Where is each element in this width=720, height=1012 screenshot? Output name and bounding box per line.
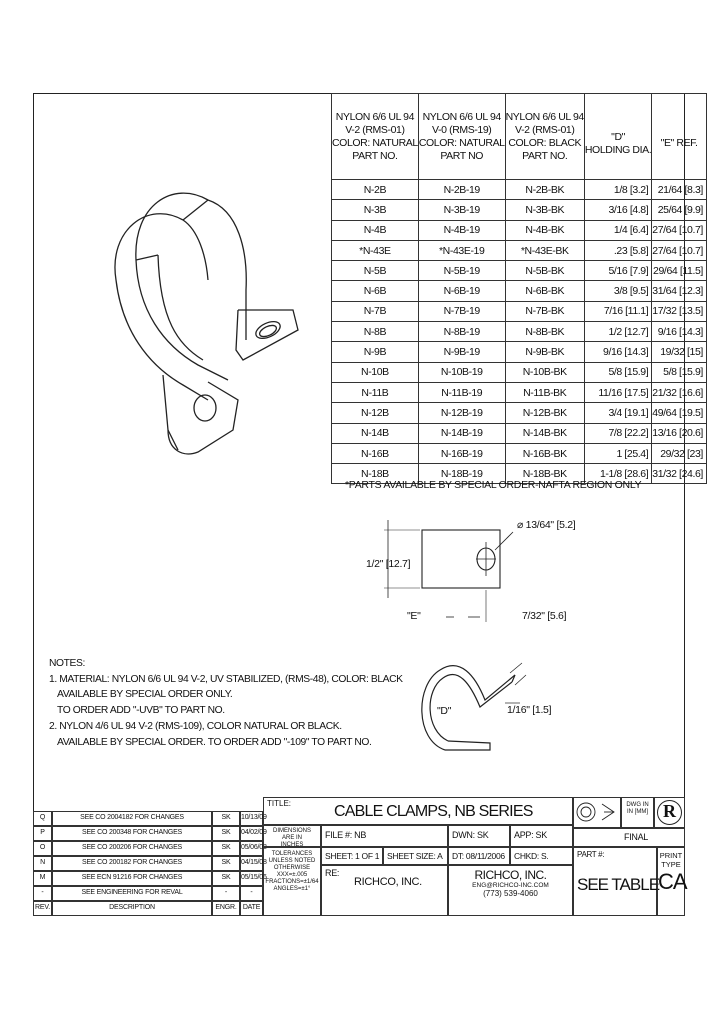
part-number-label: PART #: bbox=[577, 850, 605, 859]
header-line: V-0 (RMS-19) bbox=[432, 123, 492, 136]
table-cell: 31/32 [24.6] bbox=[652, 464, 707, 484]
table-cell: .23 [5.8] bbox=[584, 240, 651, 260]
header-natural-part-no bbox=[332, 94, 419, 180]
title-cell bbox=[263, 797, 573, 825]
clamp-isometric-drawing bbox=[88, 160, 318, 470]
header-line: PART NO. bbox=[352, 149, 398, 162]
table-cell: 3/8 [9.5] bbox=[584, 281, 651, 301]
table-cell: 9/16 [14.3] bbox=[584, 342, 651, 362]
table-cell: N-6B-BK bbox=[505, 281, 584, 301]
sheet-size: SHEET SIZE: A bbox=[383, 847, 448, 865]
table-cell: 27/64 [10.7] bbox=[652, 240, 707, 260]
table-cell: N-8B-19 bbox=[418, 322, 505, 342]
revision-cell: - bbox=[33, 886, 52, 901]
table-cell: N-12B-19 bbox=[418, 403, 505, 423]
note-line: 2. NYLON 4/6 UL 94 V-2 (RMS-109), COLOR NATURAL OR BLACK. bbox=[49, 721, 342, 732]
table-row bbox=[332, 180, 707, 200]
table-cell: 21/64 [8.3] bbox=[652, 180, 707, 200]
revision-cell: 05/06/08 bbox=[240, 841, 263, 856]
hole-dimension bbox=[517, 519, 575, 531]
table-cell: 27/64 [10.7] bbox=[652, 220, 707, 240]
header-line: PART NO bbox=[440, 149, 484, 162]
company-phone: (773) 539-4060 bbox=[483, 889, 538, 898]
table-cell: N-16B bbox=[332, 443, 419, 463]
table-cell: N-7B bbox=[332, 301, 419, 321]
table-cell: N-16B-19 bbox=[418, 443, 505, 463]
header-line: COLOR: BLACK bbox=[508, 136, 582, 149]
tolerance-line: TOLERANCES bbox=[271, 851, 313, 857]
table-cell: N-4B-BK bbox=[505, 220, 584, 240]
revision-header-cell: REV. bbox=[33, 901, 52, 916]
tolerance-line: OTHERWISE bbox=[273, 865, 311, 871]
company-cell bbox=[448, 865, 573, 916]
parts-table-header bbox=[332, 94, 707, 180]
revision-header-cell: DATE bbox=[240, 901, 263, 916]
table-cell: *N-43E-BK bbox=[505, 240, 584, 260]
drawing-date: DT: 08/11/2006 bbox=[448, 847, 510, 865]
table-cell: 1/4 [6.4] bbox=[584, 220, 651, 240]
drawing-title: CABLE CLAMPS, NB SERIES bbox=[334, 803, 533, 820]
print-type-label: TYPE bbox=[661, 860, 681, 869]
dimensions-note-cell bbox=[263, 825, 321, 847]
height-dimension: 1/2" [12.7] bbox=[366, 558, 411, 570]
revision-cell: SEE ENGINEERING FOR REVAL bbox=[52, 886, 212, 901]
sheet-number: SHEET: 1 OF 1 bbox=[321, 847, 383, 865]
thickness-dimension: 1/16" [1.5] bbox=[507, 704, 552, 716]
table-cell: N-11B bbox=[332, 382, 419, 402]
approved-by: APP: SK bbox=[510, 825, 573, 847]
table-cell: N-7B-19 bbox=[418, 301, 505, 321]
header-line: V-2 (RMS-01) bbox=[345, 123, 405, 136]
revision-cell: 04/02/09 bbox=[240, 826, 263, 841]
table-cell: 5/8 [15.9] bbox=[652, 362, 707, 382]
revision-cell: SEE CO 200206 FOR CHANGES bbox=[52, 841, 212, 856]
standards-marks bbox=[573, 797, 621, 828]
certification-icon bbox=[574, 798, 620, 827]
table-row bbox=[332, 261, 707, 281]
title-label: TITLE: bbox=[267, 799, 292, 808]
table-row bbox=[332, 281, 707, 301]
revision-block bbox=[33, 811, 267, 916]
table-cell: 29/32 [23] bbox=[652, 443, 707, 463]
header-holding-dia bbox=[584, 94, 651, 180]
table-cell: N-8B-BK bbox=[505, 322, 584, 342]
table-cell: 1/8 [3.2] bbox=[584, 180, 651, 200]
tolerance-note-cell bbox=[263, 847, 321, 916]
table-cell: N-10B-BK bbox=[505, 362, 584, 382]
revision-cell: 05/15/06 bbox=[240, 871, 263, 886]
table-cell: *N-43E-19 bbox=[418, 240, 505, 260]
table-cell: N-11B-BK bbox=[505, 382, 584, 402]
header-line: NYLON 6/6 UL 94 bbox=[422, 110, 501, 123]
header-v0-part-no bbox=[418, 94, 505, 180]
table-cell: 25/64 [9.9] bbox=[652, 200, 707, 220]
final-status: FINAL bbox=[573, 828, 685, 847]
table-cell: N-5B bbox=[332, 261, 419, 281]
table-cell: N-6B-19 bbox=[418, 281, 505, 301]
table-row bbox=[332, 362, 707, 382]
revision-cell: SK bbox=[212, 856, 240, 871]
revision-cell: SK bbox=[212, 826, 240, 841]
table-row bbox=[332, 423, 707, 443]
table-cell: N-4B bbox=[332, 220, 419, 240]
header-line: "D" bbox=[611, 130, 625, 143]
re-cell bbox=[321, 865, 448, 916]
revision-cell: SK bbox=[212, 811, 240, 826]
dims-note-line: INCHES bbox=[280, 842, 304, 848]
header-line: V-2 (RMS-01) bbox=[515, 123, 575, 136]
table-row bbox=[332, 301, 707, 321]
table-cell: N-9B-19 bbox=[418, 342, 505, 362]
table-cell: 1-1/8 [28.6] bbox=[584, 464, 651, 484]
table-row bbox=[332, 382, 707, 402]
revision-header-cell: DESCRIPTION bbox=[52, 901, 212, 916]
table-cell: 3/16 [4.8] bbox=[584, 200, 651, 220]
table-row bbox=[332, 200, 707, 220]
table-cell: 13/16 [20.6] bbox=[652, 423, 707, 443]
header-line: NYLON 6/6 UL 94 bbox=[335, 110, 415, 123]
table-cell: N-18B bbox=[332, 464, 419, 484]
table-cell: N-5B-19 bbox=[418, 261, 505, 281]
table-cell: N-4B-19 bbox=[418, 220, 505, 240]
table-cell: N-3B-BK bbox=[505, 200, 584, 220]
revision-cell: O bbox=[33, 841, 52, 856]
revision-header-cell: ENGR. bbox=[212, 901, 240, 916]
table-cell: 7/8 [22.2] bbox=[584, 423, 651, 443]
table-cell: 5/8 [15.9] bbox=[584, 362, 651, 382]
table-cell: *N-43E bbox=[332, 240, 419, 260]
table-cell: 29/64 [11.5] bbox=[652, 261, 707, 281]
notes-heading: NOTES: bbox=[49, 658, 85, 669]
revision-cell: 04/15/08 bbox=[240, 856, 263, 871]
table-cell: N-12B-BK bbox=[505, 403, 584, 423]
header-line: "E" REF. bbox=[660, 137, 698, 149]
table-cell: N-2B-19 bbox=[418, 180, 505, 200]
table-cell: N-14B-BK bbox=[505, 423, 584, 443]
header-black-part-no bbox=[505, 94, 584, 180]
revision-cell: SK bbox=[212, 841, 240, 856]
table-cell: 49/64 [19.5] bbox=[652, 403, 707, 423]
table-cell: 1/2 [12.7] bbox=[584, 322, 651, 342]
table-cell: 21/32 [16.6] bbox=[652, 382, 707, 402]
table-row bbox=[332, 403, 707, 423]
table-cell: 17/32 [13.5] bbox=[652, 301, 707, 321]
dwg-in-label: DWG IN bbox=[626, 802, 649, 808]
diameter-symbol-icon: ⌀ bbox=[517, 519, 524, 531]
header-e-ref bbox=[652, 94, 707, 180]
revision-cell: 10/13/09 bbox=[240, 811, 263, 826]
note-line: TO ORDER ADD "-UVB" TO PART NO. bbox=[57, 705, 225, 716]
part-number-cell bbox=[573, 847, 660, 916]
revision-cell: SEE CO 200182 FOR CHANGES bbox=[52, 856, 212, 871]
table-row bbox=[332, 443, 707, 463]
print-type-label: PRINT bbox=[659, 851, 683, 860]
company-email: ENG@RICHCO-INC.COM bbox=[472, 882, 549, 889]
table-cell: 11/16 [17.5] bbox=[584, 382, 651, 402]
tolerance-line: FRACTIONS=±1/64 bbox=[265, 879, 319, 885]
clamp-profile-drawing bbox=[410, 645, 540, 760]
print-type-value: CA bbox=[658, 869, 687, 894]
logo-cell bbox=[654, 797, 685, 828]
table-cell: N-16B-BK bbox=[505, 443, 584, 463]
tolerance-line: XXX=±.005 bbox=[276, 872, 308, 878]
header-line: COLOR: NATURAL bbox=[418, 136, 505, 149]
table-cell: N-7B-BK bbox=[505, 301, 584, 321]
table-cell: 3/4 [19.1] bbox=[584, 403, 651, 423]
drawn-by: DWN: SK bbox=[448, 825, 510, 847]
table-row bbox=[332, 342, 707, 362]
e-dimension-label: "E" bbox=[407, 610, 421, 622]
table-cell: N-2B-BK bbox=[505, 180, 584, 200]
header-line: HOLDING DIA. bbox=[584, 143, 652, 156]
note-line: AVAILABLE BY SPECIAL ORDER ONLY. bbox=[57, 689, 233, 700]
checked-by: CHKD: S. bbox=[510, 847, 573, 865]
table-cell: 5/16 [7.9] bbox=[584, 261, 651, 281]
table-cell: 1 [25.4] bbox=[584, 443, 651, 463]
header-line: NYLON 6/6 UL 94 bbox=[505, 110, 584, 123]
special-order-footnote: *PARTS AVAILABLE BY SPECIAL ORDER-NAFTA REGION ONLY bbox=[345, 479, 642, 491]
table-cell: N-12B bbox=[332, 403, 419, 423]
revision-cell: N bbox=[33, 856, 52, 871]
table-cell: N-14B-19 bbox=[418, 423, 505, 443]
dims-note-line: ARE IN bbox=[281, 835, 302, 841]
revision-cell: SEE ECN 91216 FOR CHANGES bbox=[52, 871, 212, 886]
dwg-in-cell bbox=[621, 797, 654, 828]
tolerance-line: UNLESS NOTED bbox=[268, 858, 316, 864]
revision-cell: M bbox=[33, 871, 52, 886]
table-cell: N-8B bbox=[332, 322, 419, 342]
tolerance-line: ANGLES=±1° bbox=[273, 886, 311, 892]
dwg-in-value: IN [MM] bbox=[627, 809, 648, 815]
header-line: COLOR: NATURAL bbox=[332, 136, 418, 149]
table-cell: N-10B bbox=[332, 362, 419, 382]
company-name: RICHCO, INC. bbox=[474, 868, 547, 882]
revision-cell: SEE CO 2004182 FOR CHANGES bbox=[52, 811, 212, 826]
table-cell: N-2B bbox=[332, 180, 419, 200]
table-cell: N-3B bbox=[332, 200, 419, 220]
file-number: FILE #: NB bbox=[321, 825, 448, 847]
revision-cell: - bbox=[240, 886, 263, 901]
table-row bbox=[332, 240, 707, 260]
table-cell: N-3B-19 bbox=[418, 200, 505, 220]
table-cell: N-14B bbox=[332, 423, 419, 443]
table-cell: N-10B-19 bbox=[418, 362, 505, 382]
parts-table-body bbox=[332, 180, 707, 484]
header-line: PART NO. bbox=[522, 149, 568, 162]
part-number-value: SEE TABLE bbox=[577, 875, 660, 894]
revision-cell: SEE CO 200348 FOR CHANGES bbox=[52, 826, 212, 841]
table-cell: 9/16 [14.3] bbox=[652, 322, 707, 342]
dims-note-line: DIMENSIONS bbox=[272, 828, 311, 834]
table-row bbox=[332, 322, 707, 342]
parts-table bbox=[331, 93, 707, 484]
table-cell: N-11B-19 bbox=[418, 382, 505, 402]
table-cell: N-6B bbox=[332, 281, 419, 301]
table-cell: 31/64 [12.3] bbox=[652, 281, 707, 301]
hole-dimension-value: 13/64" [5.2] bbox=[525, 519, 576, 531]
revision-cell: SK bbox=[212, 871, 240, 886]
table-cell: N-9B bbox=[332, 342, 419, 362]
revision-cell: - bbox=[212, 886, 240, 901]
print-type-cell bbox=[657, 847, 685, 916]
table-cell: N-18B-19 bbox=[418, 464, 505, 484]
table-row bbox=[332, 220, 707, 240]
re-value: RICHCO, INC. bbox=[354, 876, 422, 888]
note-line: AVAILABLE BY SPECIAL ORDER. TO ORDER ADD "-109" TO PART NO. bbox=[57, 737, 372, 748]
width-dimension: 7/32" [5.6] bbox=[522, 610, 567, 622]
richco-logo: R bbox=[657, 800, 682, 825]
revision-cell: Q bbox=[33, 811, 52, 826]
revision-cell: P bbox=[33, 826, 52, 841]
table-cell: N-9B-BK bbox=[505, 342, 584, 362]
table-cell: N-18B-BK bbox=[505, 464, 584, 484]
table-cell: N-5B-BK bbox=[505, 261, 584, 281]
note-line: 1. MATERIAL: NYLON 6/6 UL 94 V-2, UV STABILIZED, (RMS-48), COLOR: BLACK bbox=[49, 674, 403, 685]
table-cell: 19/32 [15] bbox=[652, 342, 707, 362]
d-dimension-label: "D" bbox=[437, 705, 452, 717]
table-cell: 7/16 [11.1] bbox=[584, 301, 651, 321]
re-label: RE: bbox=[325, 868, 340, 878]
